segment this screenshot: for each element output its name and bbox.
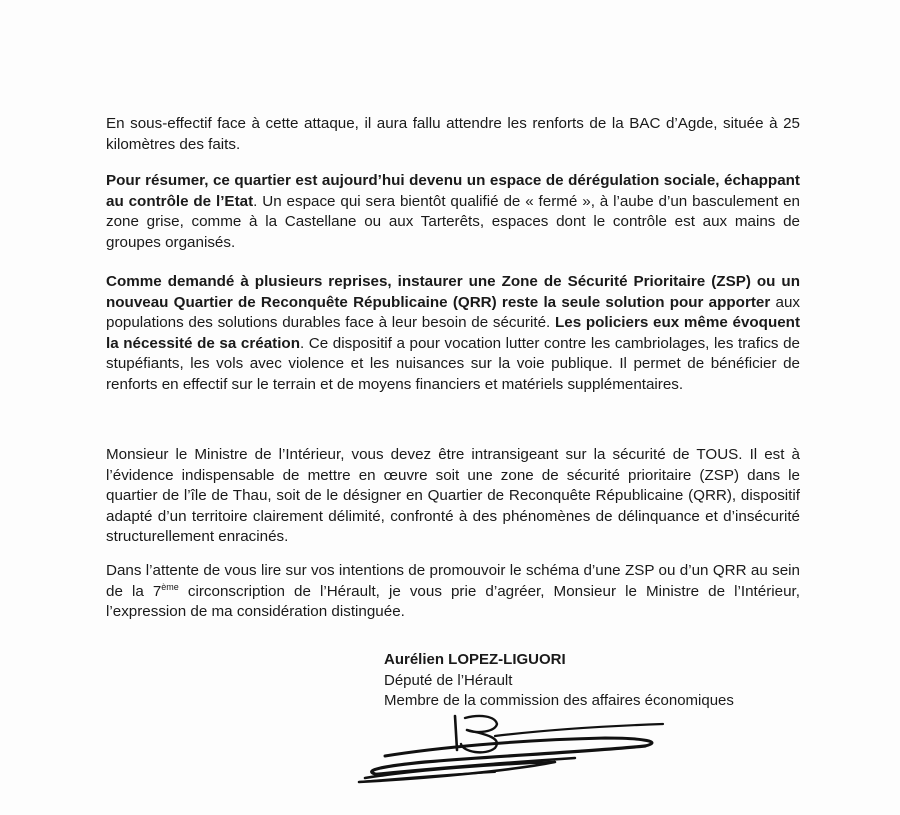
summary-text: . Un espace qui sera bientôt qualifié de « fermé », à l’aube d’un basculement en zone grise, comme à la Castellane ou aux Tarterêts, espaces dont le contrôle est aux mains de groupes organisés. <box>106 192 801 251</box>
paragraph-closing <box>106 561 800 623</box>
zsp-request-text: aux populations des solutions durables face à leur besoin de sécurité. <box>106 293 800 331</box>
signatory-role: Député de l’Hérault <box>384 671 513 689</box>
paragraph-zsp-request <box>106 272 800 395</box>
dispositif-text: . Ce dispositif a pour vocation lutter contre les cambriolages, les trafics de stupéfiants, les vols avec violence et les nuisances sur la voie publique. Il permet de bénéficier de renforts en effectif sur le terrain et de moyens financiers et matériels supplémentaires. <box>106 334 800 393</box>
handwritten-signature <box>345 708 685 788</box>
police-opinion-bold: Les policiers eux même évoquent la nécessité de sa création <box>106 314 801 352</box>
paragraph-minister-appeal: Monsieur le Ministre de l’Intérieur, vous devez être intransigeant sur la sécurité de TOUS. Il est à l’évidence indispensable de mettre en œuvre soit une zone de sécurité prioritaire (ZSP) dans le quartier de l’île de Thau, soit de le désigner en Quartier de Reconquête Républicaine (QRR), dispositif adapté d’un territoire clairement délimité, confronté à des phénomènes de délinquance et d’insécurité structurellement enracinés. <box>106 446 800 545</box>
summary-bold: Pour résumer, ce quartier est aujourd’hui devenu un espace de dérégulation sociale, échappant au contrôle de l’Etat <box>106 172 800 210</box>
paragraph-summary <box>106 171 800 253</box>
paragraph-reinforcements: En sous-effectif face à cette attaque, il aura fallu attendre les renforts de la BAC d’Agde, située à 25 kilomètres des faits. <box>106 115 800 153</box>
signatory-name: Aurélien LOPEZ-LIGUORI <box>384 651 566 668</box>
zsp-request-bold: Comme demandé à plusieurs reprises, instaurer une Zone de Sécurité Prioritaire (ZSP) ou un nouveau Quartier de Reconquête Républicaine (QRR) reste la seule solution pour apporter <box>106 273 800 311</box>
closing-text-a: Dans l’attente de vous lire sur vos intentions de promouvoir le schéma d’une ZSP ou d’un QRR au sein de la 7 <box>106 562 800 600</box>
signature-block <box>384 650 734 712</box>
closing-text-b: circonscription de l’Hérault, je vous prie d’agréer, Monsieur le Ministre de l’Intérieur, l’expression de ma considération distinguée. <box>106 582 800 620</box>
signatory-committee: Membre de la commission des affaires économiques <box>384 692 734 709</box>
ordinal-superscript: ème <box>161 581 179 592</box>
